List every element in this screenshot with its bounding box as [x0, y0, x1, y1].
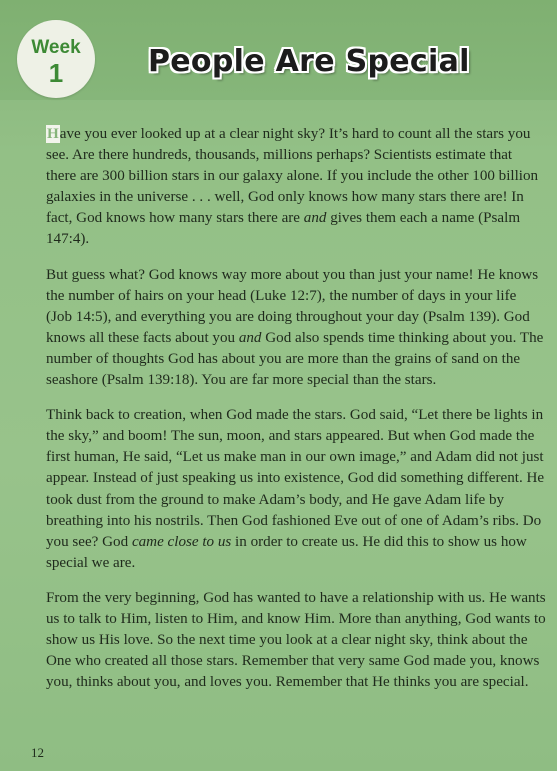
- paragraph-2: [46, 265, 546, 392]
- paragraph-2-emphasis: and: [238, 329, 262, 346]
- paragraph-3-emphasis: came close to us: [131, 533, 232, 550]
- paragraph-3-text: Think back to creation, when God made the stars. God said, “Let there be lights in the sky,” and boom! The sun, moon, and stars appeared. But when God made the first human, He said, “Let us make man in our own image,” and Adam did not just appear. Instead of just speaking us into existence, God did something different. He took dust from the ground to make Adam’s body, and He gave Adam life by breathing into his nostrils. Then God fashioned Eve out of one of Adam’s ribs. Do you see? God: [46, 407, 545, 550]
- paragraph-2-text: But guess what? God knows way more about you than just your name! He knows the number of hairs on your head (Luke 12:7), the number of days in your life (Job 14:5), and everything you are doing throughout your day (Psalm 139). God knows all these facts about you: [46, 266, 539, 346]
- week-number: 1: [48, 58, 64, 88]
- week-badge: [17, 20, 95, 98]
- paragraph-1-text: ave you ever looked up at a clear night sky? It’s hard to count all the stars you see. Are there hundreds, thousands, millions perhaps? Scientists estimate that there are 300 billion stars in our galaxy alone. If you include the other 100 billion galaxies in the universe . . . well, God only knows how many stars there are! In fact, God knows how many stars there are: [46, 126, 539, 227]
- paragraph-1-text-end: gives them each a name (Psalm 147:4).: [46, 210, 521, 248]
- week-label: Week: [31, 37, 81, 58]
- paragraph-1-emphasis: and: [303, 210, 327, 227]
- paragraph-2-text-end: God also spends time thinking about you. The number of thoughts God has about you are more than the grains of sand on the seashore (Psalm 139:18). You are far more special than the stars.: [46, 329, 544, 389]
- paragraph-3: [46, 405, 546, 574]
- body-text: [46, 124, 546, 707]
- paragraph-4-text: From the very beginning, God has wanted to have a relationship with us. He wants us to talk to Him, listen to Him, and know Him. More than anything, God wants to show us His love. So the next time you look at a clear night sky, think about the One who created all those stars. Remember that very same God made you, knows you, thinks about you, and loves you. Remember that He thinks you are special.: [46, 589, 546, 691]
- drop-cap: H: [47, 126, 59, 142]
- paragraph-1: [46, 124, 546, 251]
- paragraph-3-text-end: in order to create us. He did this to show us how special we are.: [46, 533, 527, 571]
- page-title: People Are Special: [148, 44, 470, 79]
- paragraph-4: [46, 588, 546, 693]
- page-number: 12: [31, 745, 44, 760]
